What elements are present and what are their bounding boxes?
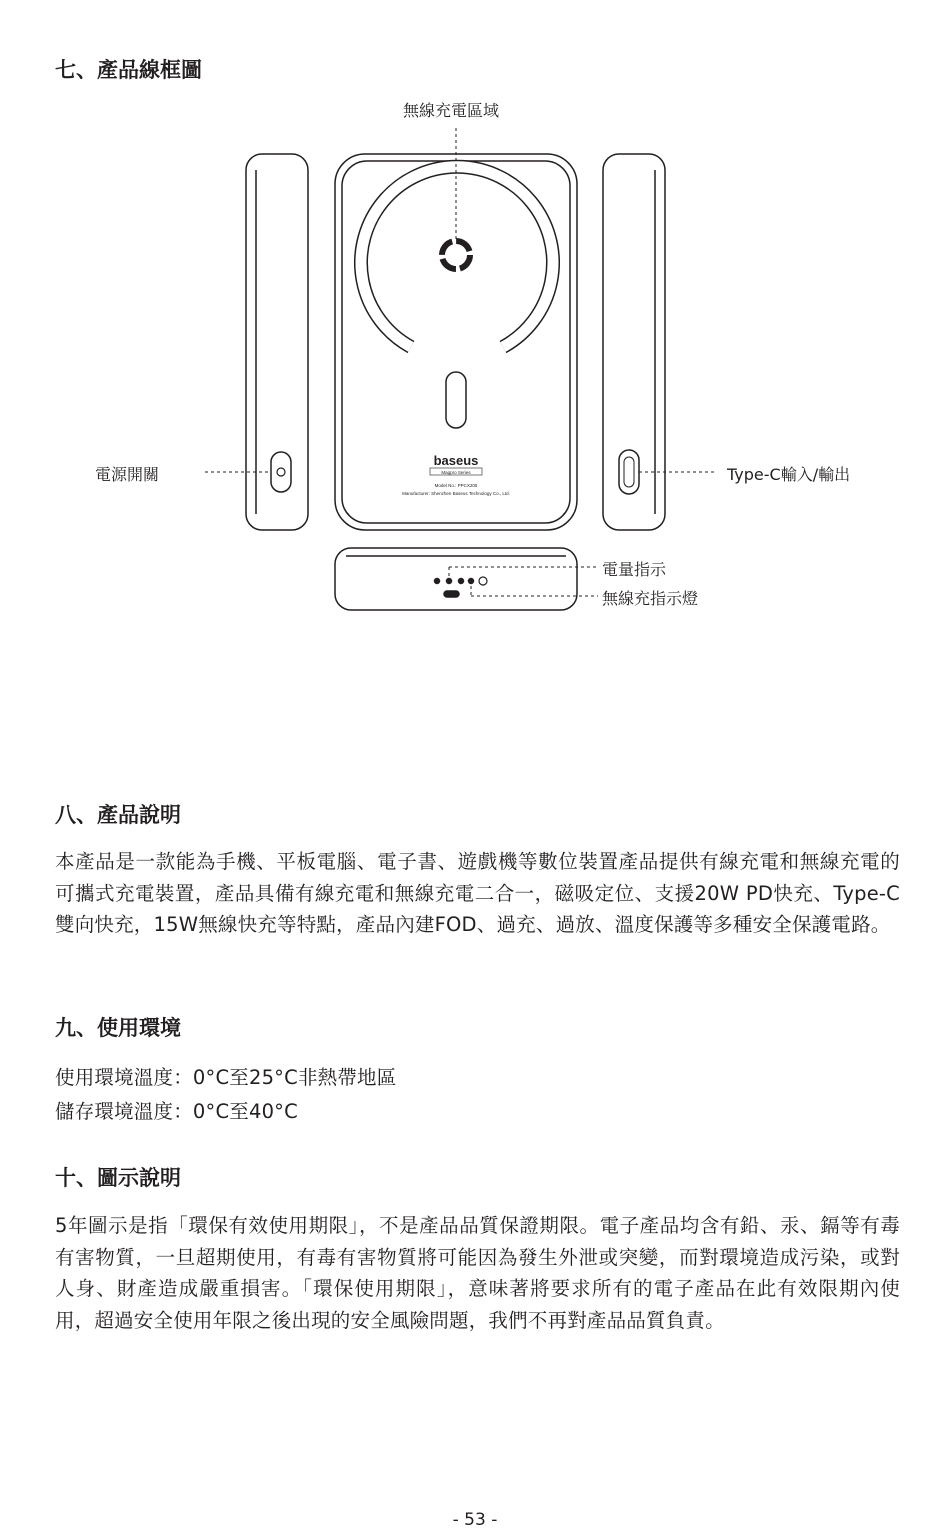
product-description-text: 本產品是一款能為手機、平板電腦、電子書、遊戲機等數位裝置產品提供有線充電和無線充電的可攜式充電裝置，產品具備有線充電和無線充電二合一，磁吸定位、支援20W PD快充、Type-C雙向快充，15W無線快充等特點，產品內建FOD、過充、過放、溫度保護等多種安全保護電路。 bbox=[55, 850, 900, 936]
oval-slot-icon bbox=[446, 372, 466, 428]
device-manufacturer: Manufacturer: Shenzhen Baseus Technology Co., Ltd. bbox=[402, 491, 510, 496]
center-logo-icon bbox=[442, 241, 470, 269]
device-brand: baseus bbox=[433, 453, 479, 468]
label-wireless-indicator: 無線充指示燈 bbox=[602, 589, 699, 608]
icon-description-text: 5年圖示是指「環保有效使用期限」，不是產品品質保證期限。電子產品均含有鉛、汞、鎘等有毒有害物質，一旦超期使用，有毒有害物質將可能因為發生外泄或突變，而對環境造成污染，或對人身、財產造成嚴重損害。「環保使用期限」，意味著將要求所有的電子產品在此有效限期內使用，超過安全使用年限之後出現的安全風險問題，我們不再對產品品質負責。 bbox=[55, 1214, 900, 1332]
section-title-environment: 九、使用環境 bbox=[55, 1016, 181, 1040]
product-line-drawing bbox=[0, 0, 950, 640]
right-side-view bbox=[603, 154, 665, 530]
label-battery-indicator: 電量指示 bbox=[602, 560, 667, 579]
label-wireless-area: 無線充電區域 bbox=[403, 101, 500, 120]
label-power-switch: 電源開關 bbox=[95, 465, 160, 484]
device-series: Magpro Series bbox=[441, 470, 471, 475]
section-title-line-drawing: 七、產品線框圖 bbox=[55, 58, 202, 82]
section-title-icon-description: 十、圖示說明 bbox=[55, 1166, 181, 1190]
label-typec-port: Type-C輸入/輸出 bbox=[727, 465, 851, 484]
env-operating-temp: 使用環境溫度：0°C至25°C非熱帶地區 bbox=[55, 1066, 397, 1089]
page-number: - 53 - bbox=[452, 1510, 498, 1530]
section-title-product-description: 八、產品說明 bbox=[55, 803, 181, 827]
device-model: Model No.: PPCX205 bbox=[434, 483, 478, 488]
left-side-view bbox=[246, 154, 308, 530]
bottom-view bbox=[335, 548, 577, 610]
usb-c-icon bbox=[444, 591, 459, 597]
env-storage-temp: 儲存環境溫度：0°C至40°C bbox=[55, 1100, 298, 1123]
power-button-icon bbox=[271, 452, 291, 492]
